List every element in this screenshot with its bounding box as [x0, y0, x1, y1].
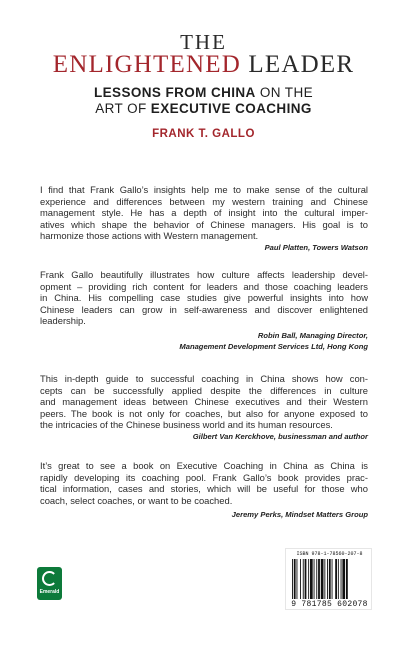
subtitle-rest-1: ON THE [255, 85, 314, 100]
barcode-bar [308, 559, 309, 599]
logo-ring [42, 571, 57, 586]
subtitle-line-2 [0, 101, 407, 116]
quote-attribution: Robin Ball, Managing Director, [257, 330, 368, 340]
quote-line: This in-depth guide to successful coaching in China shows how con- [40, 373, 368, 384]
quote-line: I find that Frank Gallo’s insights help me to make sense of the cultural [40, 184, 368, 195]
subtitle-line-1 [0, 85, 407, 100]
title-word-enlightened: ENLIGHTENED [52, 51, 241, 78]
barcode-bar [335, 559, 337, 599]
barcode-bar [318, 559, 320, 599]
quote-line: Chinese leaders can grow in self-awareness and discover enlightened [40, 303, 368, 315]
book-title [0, 51, 407, 79]
quote-attribution: Gilbert Van Kerckhove, businessman and author [192, 431, 368, 441]
quote-line: rapidly developing its coaching pool. Frank Gallo’s book provides prac- [40, 471, 368, 483]
quote-line: in China. His compelling case studies give powerful insights into how [40, 292, 368, 304]
author-name: FRANK T. GALLO [152, 128, 255, 140]
barcode-digits: 9 781785 602078 [291, 600, 368, 609]
quote-line: Frank Gallo beautifully illustrates how culture affects leadership devel- [40, 269, 368, 280]
subtitle-bold-2: EXECUTIVE COACHING [150, 101, 312, 116]
barcode-bar [294, 559, 296, 599]
barcode-bar [342, 559, 345, 599]
endorsement-quote [40, 460, 368, 520]
quote-line: tical information, cases and stories, which will be useful for those who [40, 483, 368, 495]
publisher-name: Emerald [39, 589, 60, 595]
quote-line: and management ideas between Chinese executives and their Western [40, 396, 368, 408]
isbn-text: ISBN 978-1-78560-207-8 [296, 551, 363, 557]
barcode-bar [316, 559, 317, 599]
title-the: THE [180, 30, 227, 54]
endorsement-quote [40, 269, 368, 352]
barcode-bar [346, 559, 348, 599]
barcode-bar [305, 559, 307, 599]
barcode-bar [297, 559, 298, 599]
quote-line: peers. The book is not only for coaches, but also for anyone exposed to [40, 407, 368, 419]
barcode-bar [300, 559, 301, 599]
barcode-bar [332, 559, 333, 599]
barcode-bar [338, 559, 339, 599]
barcode-bar [329, 559, 331, 599]
subtitle-bold-1: LESSONS FROM CHINA [93, 85, 256, 100]
endorsement-quote [40, 373, 368, 442]
quote-attribution: Paul Platten, Towers Watson [264, 242, 368, 252]
quote-line: experience and differences between my western training and Chinese [40, 195, 368, 207]
barcode-bar [341, 559, 342, 599]
emerald-logo-icon [37, 567, 62, 600]
quote-line: It’s great to see a book on Executive Coaching in China as China is [40, 460, 368, 471]
barcode-bar [303, 559, 304, 599]
quote-line: the intricacies of the Chinese business world and its human resources. [40, 419, 333, 431]
quote-line: management style. He has a depth of insight into the cultural imper- [40, 207, 368, 219]
quote-attribution: Management Development Services Ltd, Hong Kong [179, 341, 368, 351]
barcode-bar [310, 559, 313, 599]
quote-line: leadership. [40, 315, 86, 327]
barcode [285, 548, 372, 610]
quote-attribution: Jeremy Perks, Mindset Matters Group [231, 510, 368, 520]
quote-line: atives which shape the behavior of Chinese managers. His goal is to [40, 218, 368, 230]
subtitle-plain-2: ART OF [95, 101, 151, 116]
quote-line: cepts can be successfully applied despite the differences in culture [40, 384, 368, 396]
barcode-bar [327, 559, 328, 599]
quote-line: harmonize those actions with Western management. [40, 230, 259, 242]
barcode-bar [314, 559, 315, 599]
endorsement-quote [40, 184, 368, 253]
barcode-bar [321, 559, 324, 599]
quote-line: opment – providing rich content for leaders and those coaching leaders [40, 280, 368, 292]
barcode-bar [292, 559, 293, 599]
barcode-bar [324, 559, 325, 599]
title-word-leader: LEADER [248, 51, 355, 78]
barcode-bars [292, 559, 368, 599]
quote-line: coach, select coaches, or want to be coached. [40, 494, 233, 506]
